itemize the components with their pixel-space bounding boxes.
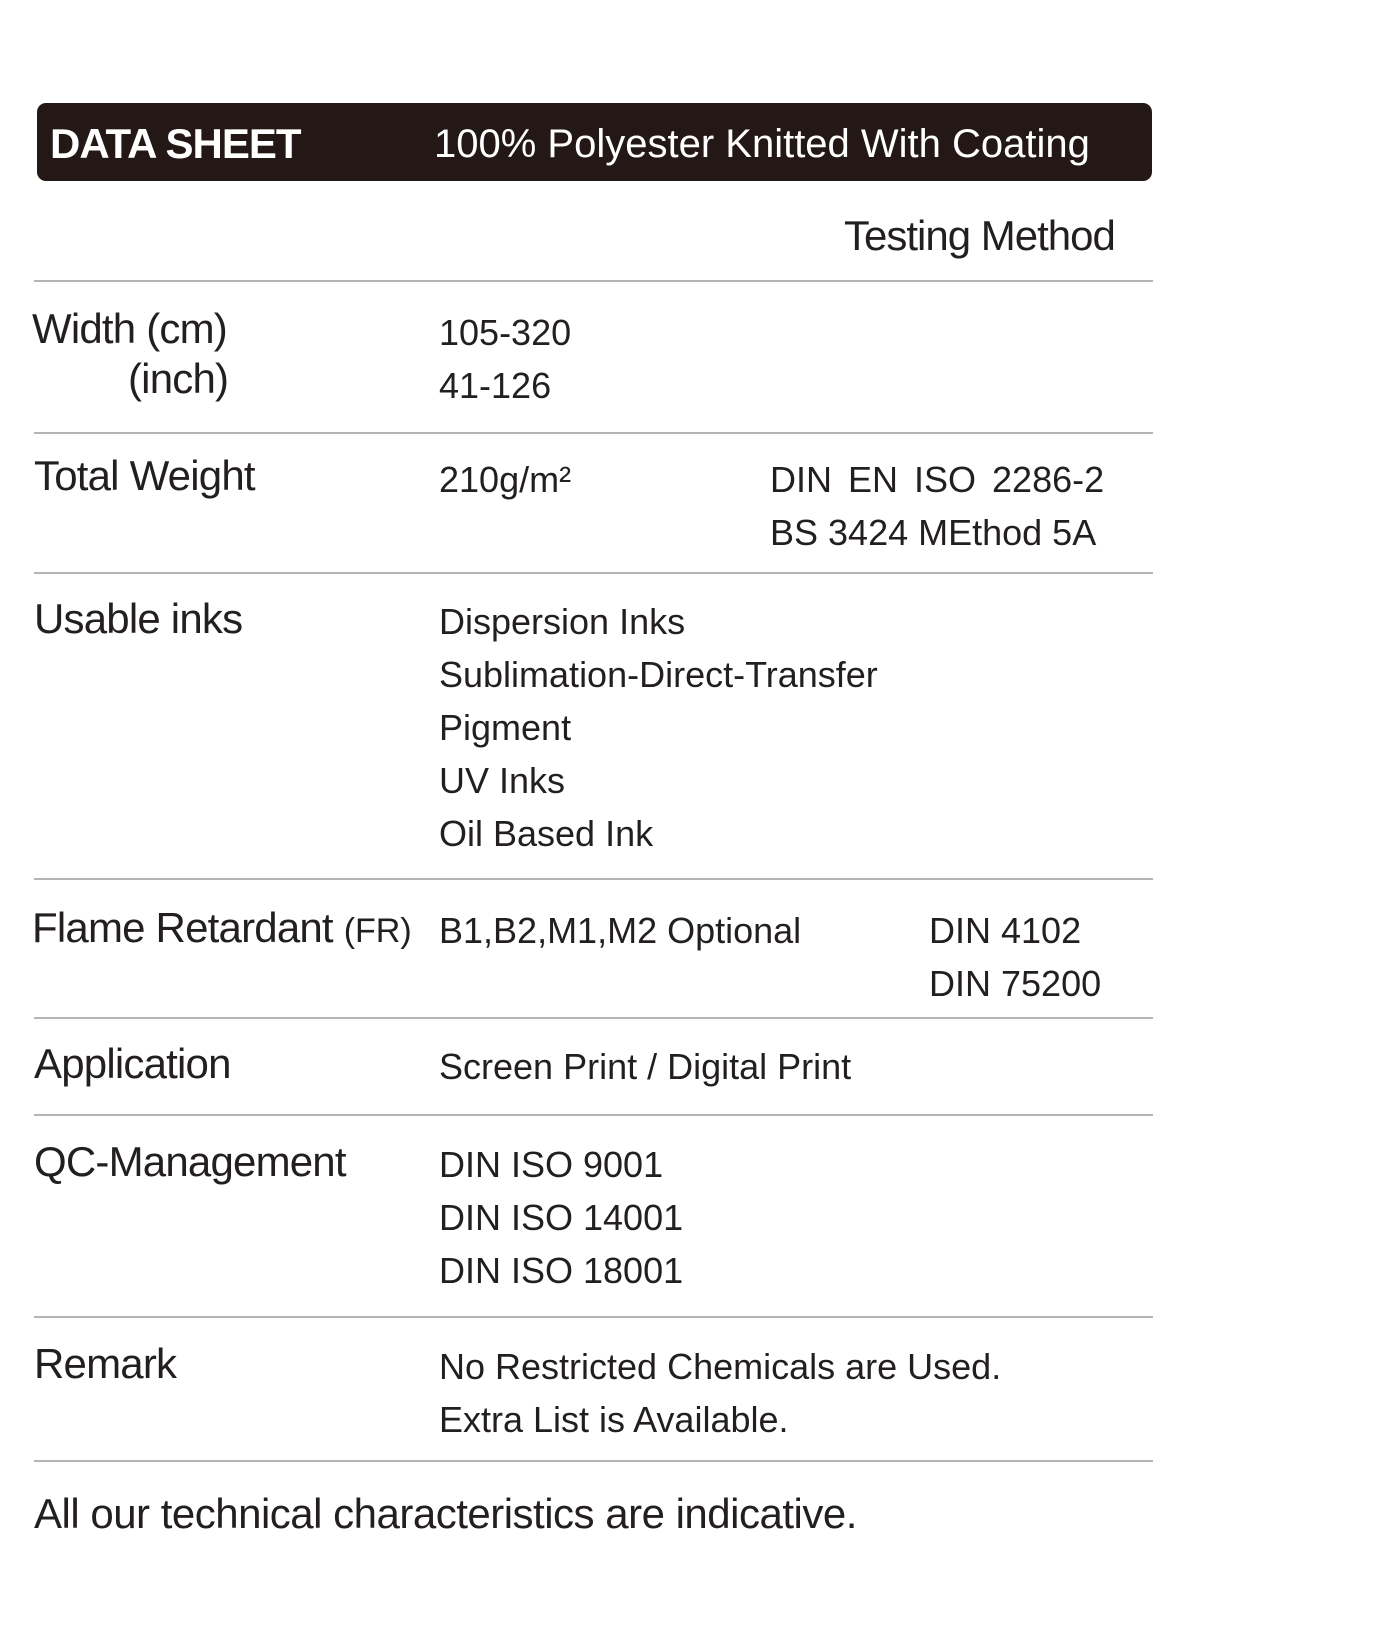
value-line: UV Inks bbox=[439, 760, 566, 801]
divider bbox=[34, 280, 1153, 282]
method-line: DIN 75200 bbox=[929, 963, 1102, 1004]
value-line: DIN ISO 14001 bbox=[439, 1197, 684, 1238]
value-line: Extra List is Available. bbox=[439, 1399, 789, 1440]
value-line: Dispersion Inks bbox=[439, 601, 686, 642]
value-line: Pigment bbox=[439, 707, 572, 748]
row-label-usable-inks: Usable inks bbox=[34, 595, 243, 642]
divider bbox=[34, 1316, 1153, 1318]
row-values-application bbox=[439, 1040, 851, 1093]
flame-retardant-suffix: (FR) bbox=[343, 912, 412, 950]
divider bbox=[34, 1460, 1153, 1462]
divider bbox=[34, 572, 1153, 574]
row-method-flame-retardant bbox=[929, 904, 1101, 1010]
row-label-width: Width (cm) bbox=[32, 305, 227, 352]
footnote: All our technical characteristics are indicative. bbox=[34, 1490, 857, 1537]
row-method-total-weight bbox=[770, 453, 1104, 559]
testing-method-heading: Testing Method bbox=[844, 212, 1115, 259]
value-line: DIN ISO 9001 bbox=[439, 1144, 664, 1185]
header-banner bbox=[37, 103, 1152, 181]
sheet-title: DATA SHEET bbox=[50, 120, 301, 167]
row-label-width-sub: (inch) bbox=[128, 355, 229, 402]
value-line: Sublimation-Direct-Transfer bbox=[439, 654, 878, 695]
value-line: Oil Based Ink bbox=[439, 813, 654, 854]
flame-retardant-label: Flame Retardant bbox=[32, 904, 333, 951]
method-line: DIN EN ISO 2286-2 bbox=[770, 459, 1105, 500]
row-values-usable-inks bbox=[439, 595, 878, 860]
divider bbox=[34, 432, 1153, 434]
row-values-flame-retardant bbox=[439, 904, 801, 957]
value-line: B1,B2,M1,M2 Optional bbox=[439, 910, 802, 951]
divider bbox=[34, 1114, 1153, 1116]
row-values-qc-management bbox=[439, 1138, 683, 1297]
value-line: DIN ISO 18001 bbox=[439, 1250, 684, 1291]
value-line: No Restricted Chemicals are Used. bbox=[439, 1346, 1002, 1387]
row-values-total-weight bbox=[439, 453, 571, 506]
row-label-remark: Remark bbox=[34, 1340, 177, 1387]
row-values-width bbox=[439, 306, 571, 412]
row-values-remark bbox=[439, 1340, 1001, 1446]
method-line: DIN 4102 bbox=[929, 910, 1082, 951]
divider bbox=[34, 878, 1153, 880]
row-label-qc-management: QC-Management bbox=[34, 1138, 346, 1185]
product-name: 100% Polyester Knitted With Coating bbox=[434, 122, 1090, 166]
divider bbox=[34, 1017, 1153, 1019]
value-line: 210g/m² bbox=[439, 459, 572, 500]
value-line: Screen Print / Digital Print bbox=[439, 1046, 852, 1087]
method-line: BS 3424 MEthod 5A bbox=[770, 512, 1097, 553]
value-line: 105-320 bbox=[439, 312, 572, 353]
value-line: 41-126 bbox=[439, 365, 552, 406]
row-label-flame-retardant bbox=[32, 904, 412, 952]
row-label-application: Application bbox=[34, 1040, 231, 1087]
row-label-total-weight: Total Weight bbox=[34, 452, 255, 499]
